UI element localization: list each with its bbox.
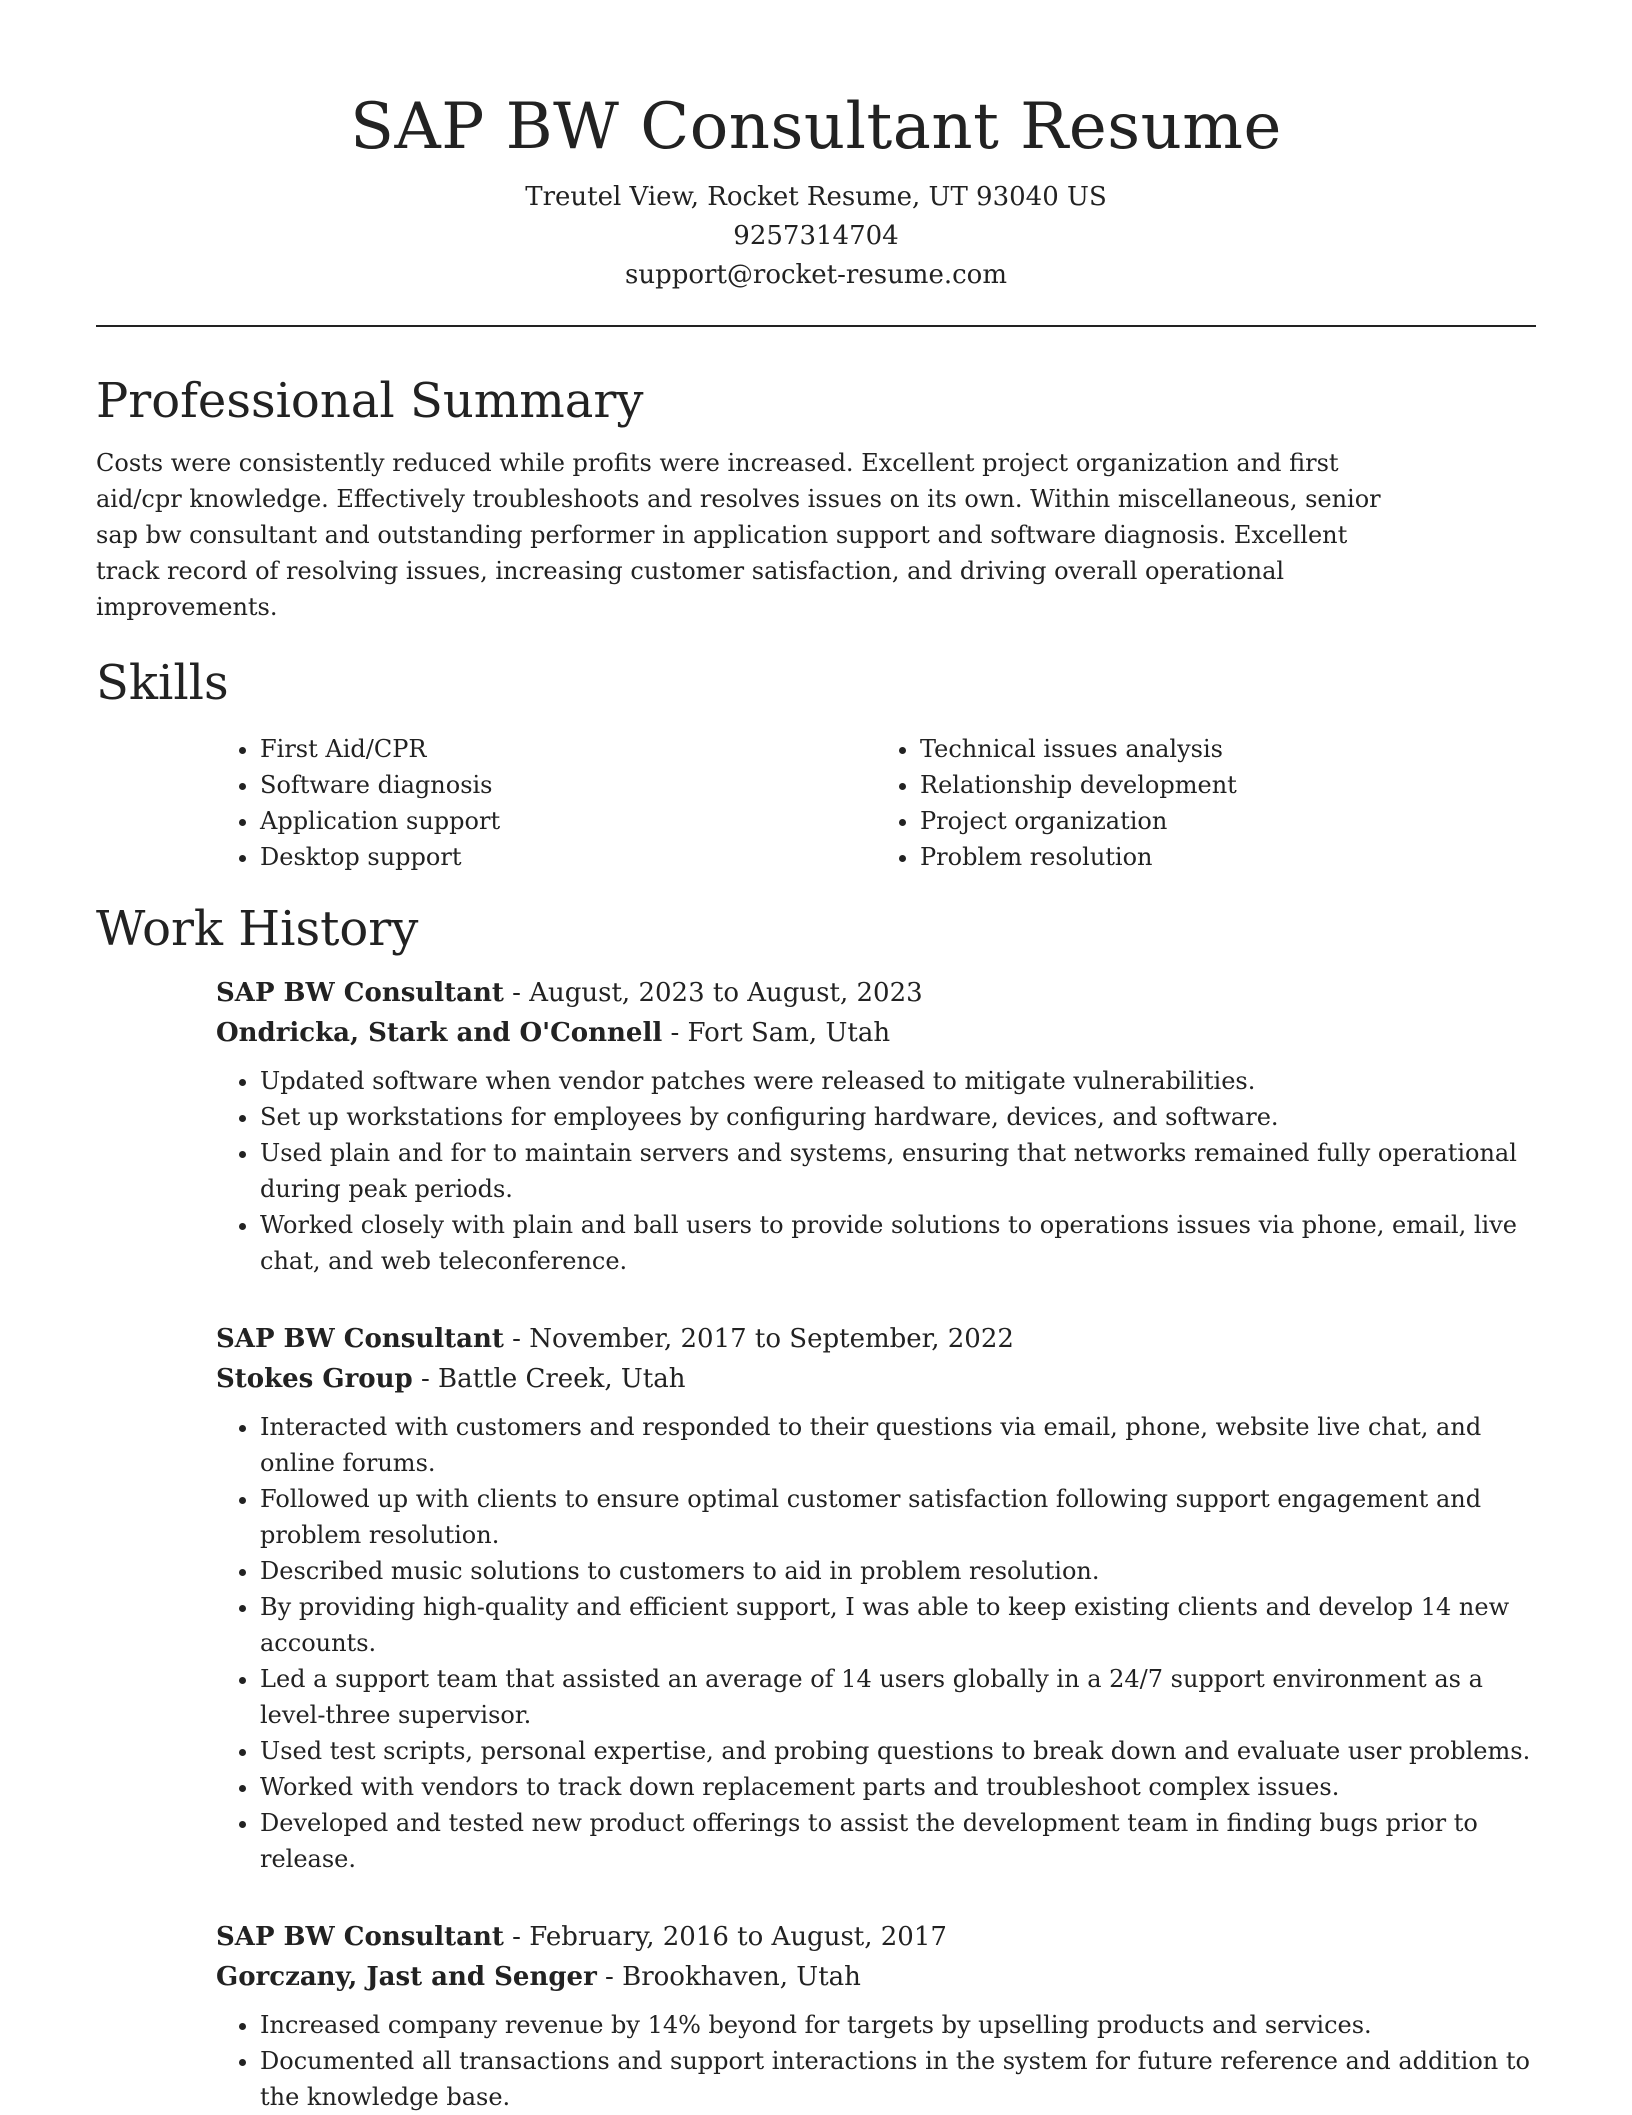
job-bullet: • By providing high-quality and efficient support, I was able to keep existing clients and develop 14 new accounts. [260,1589,1536,1661]
job-company: Ondricka, Stark and O'Connell [216,1018,663,1048]
job-company-line [216,1359,1536,1399]
contact-email: support@rocket-resume.com [624,260,1007,290]
skills-heading: Skills [96,655,229,711]
job-bullet: • Used test scripts, personal expertise, and probing questions to break down and evaluate user problems. [260,1733,1536,1769]
job-bullet: • Led a support team that assisted an average of 14 users globally in a 24/7 support environment as a level-three supervisor. [260,1661,1536,1733]
job-bullet: • Set up workstations for employees by configuring hardware, devices, and software. [260,1099,1536,1135]
contact-address: Treutel View, Rocket Resume, UT 93040 US [525,182,1107,212]
job-company: Stokes Group [216,1364,413,1394]
job-position: SAP BW Consultant [216,1324,504,1354]
job-bullet: • Interacted with customers and responded to their questions via email, phone, website live chat, and online forums. [260,1409,1536,1481]
summary-text: Costs were consistently reduced while profits were increased. Excellent project organization and first aid/cpr knowledge. Effectively troubleshoots and resolves issues on its own. Within miscellaneous, senior sap bw consultant and outstanding performer in application support and software diagnosis. Excellent track record of resolving issues, increasing customer satisfaction, and driving overall operational improvements. [96,449,1381,621]
header-divider [96,325,1536,327]
job-bullet: • Documented all transactions and support interactions in the system for future reference and addition to the knowledge base. [260,2043,1536,2115]
resume-page [96,0,1536,2115]
skill-item: • Application support [260,803,876,839]
job-entry [216,973,1536,1279]
job-bullet: • Described music solutions to customers to aid in problem resolution. [260,1553,1536,1589]
job-title-line [216,1319,1536,1359]
job-bullets [216,2007,1536,2115]
job-company-line [216,1013,1536,1053]
skill-item: • First Aid/CPR [260,731,876,767]
skills-list-left [216,731,876,875]
contact-phone: 9257314704 [733,221,899,251]
job-bullet: • Updated software when vendor patches were released to mitigate vulnerabilities. [260,1063,1536,1099]
job-bullet: • Followed up with clients to ensure optimal customer satisfaction following support engagement and problem resolution. [260,1481,1536,1553]
skill-item: • Software diagnosis [260,767,876,803]
skill-item: • Technical issues analysis [920,731,1536,767]
job-location: - Fort Sam, Utah [662,1018,891,1048]
job-dates: - November, 2017 to September, 2022 [503,1324,1014,1354]
job-title-line [216,1917,1536,1957]
job-company-line [216,1957,1536,1997]
job-title-line [216,973,1536,1013]
job-entry [216,1917,1536,2115]
skill-item: • Problem resolution [920,839,1536,875]
job-dates: - February, 2016 to August, 2017 [503,1922,947,1952]
job-bullets [216,1063,1536,1279]
job-dates: - August, 2023 to August, 2023 [503,978,923,1008]
skill-item: • Relationship development [920,767,1536,803]
job-location: - Brookhaven, Utah [596,1962,861,1992]
work-history-section [96,897,1536,2115]
job-bullet: • Developed and tested new product offerings to assist the development team in finding bugs prior to release. [260,1805,1536,1877]
work-history-heading: Work History [96,901,419,957]
skill-item: • Desktop support [260,839,876,875]
skills-section [96,651,1536,875]
job-bullet: • Used plain and for to maintain servers and systems, ensuring that networks remained fully operational during peak periods. [260,1135,1536,1207]
resume-title: SAP BW Consultant Resume [350,90,1282,164]
skill-item: • Project organization [920,803,1536,839]
job-bullet: • Worked with vendors to track down replacement parts and troubleshoot complex issues. [260,1769,1536,1805]
job-bullet: • Worked closely with plain and ball users to provide solutions to operations issues via phone, email, live chat, and web teleconference. [260,1207,1536,1279]
job-company: Gorczany, Jast and Senger [216,1962,597,1992]
professional-summary-section [96,369,1536,625]
skills-list-right [876,731,1536,875]
contact-info [96,178,1536,295]
resume-header [96,0,1536,295]
job-position: SAP BW Consultant [216,978,504,1008]
summary-heading: Professional Summary [96,373,644,429]
job-location: - Battle Creek, Utah [412,1364,686,1394]
job-bullet: • Increased company revenue by 14% beyond for targets by upselling products and services. [260,2007,1536,2043]
job-position: SAP BW Consultant [216,1922,504,1952]
job-bullets [216,1409,1536,1877]
skills-grid [216,731,1536,875]
job-entry [216,1319,1536,1877]
